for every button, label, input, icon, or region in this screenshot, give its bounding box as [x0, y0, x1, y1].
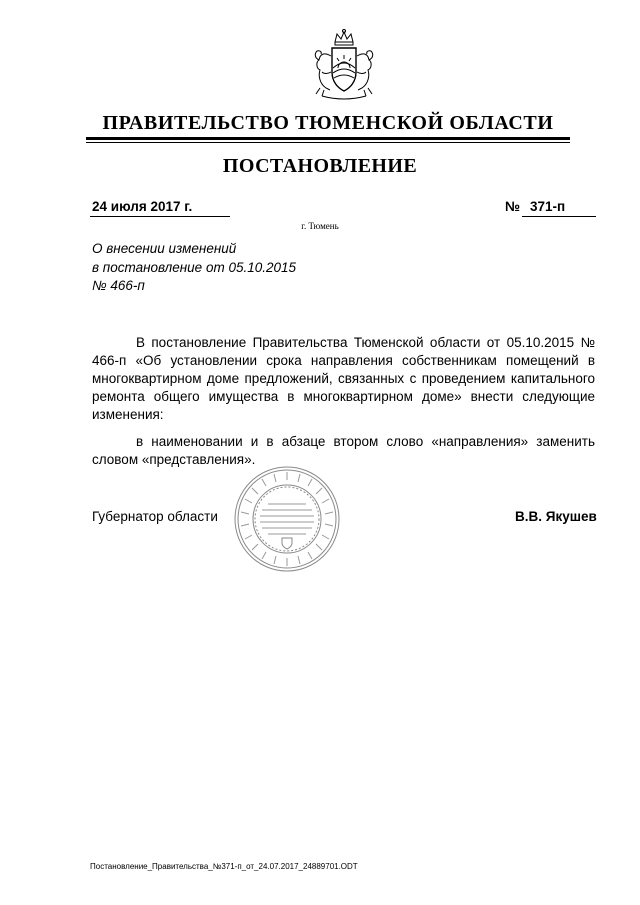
header-rule-thick — [86, 137, 570, 140]
number-underline — [522, 216, 596, 217]
document-number: 371-п — [530, 199, 566, 214]
city-label: г. Тюмень — [301, 221, 339, 231]
document-body — [92, 334, 595, 469]
body-paragraph: в наименовании и в абзаце втором слово «направления» заменить словом «представления». — [92, 434, 595, 467]
official-seal-stamp — [232, 464, 342, 574]
signatory-name: В.В. Якушев — [515, 509, 597, 524]
organization-title: ПРАВИТЕЛЬСТВО ТЮМЕНСКОЙ ОБЛАСТИ — [102, 112, 554, 134]
subject-line: в постановление от 05.10.2015 — [92, 259, 297, 275]
subject-line: № 466-п — [92, 278, 145, 293]
number-sign: № — [505, 199, 521, 214]
document-date: 24 июля 2017 г. — [92, 199, 193, 214]
document-subject — [92, 240, 296, 296]
footer-filename: Постановление_Правительства_№371-п_от_24.07.2017_24889701.ODT — [90, 862, 358, 871]
body-paragraph: В постановление Правительства Тюменской области от 05.10.2015 № 466-п «Об установлении срока направления собственникам помещений в многоквартирном доме предложений, связанных с проведением капитального ремонта общего имущества в многоквартирном доме» внести следующие изменения: — [92, 335, 595, 422]
header-rule-thin — [86, 142, 570, 143]
subject-line: О внесении изменений — [92, 241, 237, 256]
coat-of-arms-icon — [304, 28, 384, 102]
signatory-role: Губернатор области — [92, 509, 218, 524]
date-underline — [90, 216, 230, 217]
document-type: ПОСТАНОВЛЕНИЕ — [222, 155, 418, 177]
